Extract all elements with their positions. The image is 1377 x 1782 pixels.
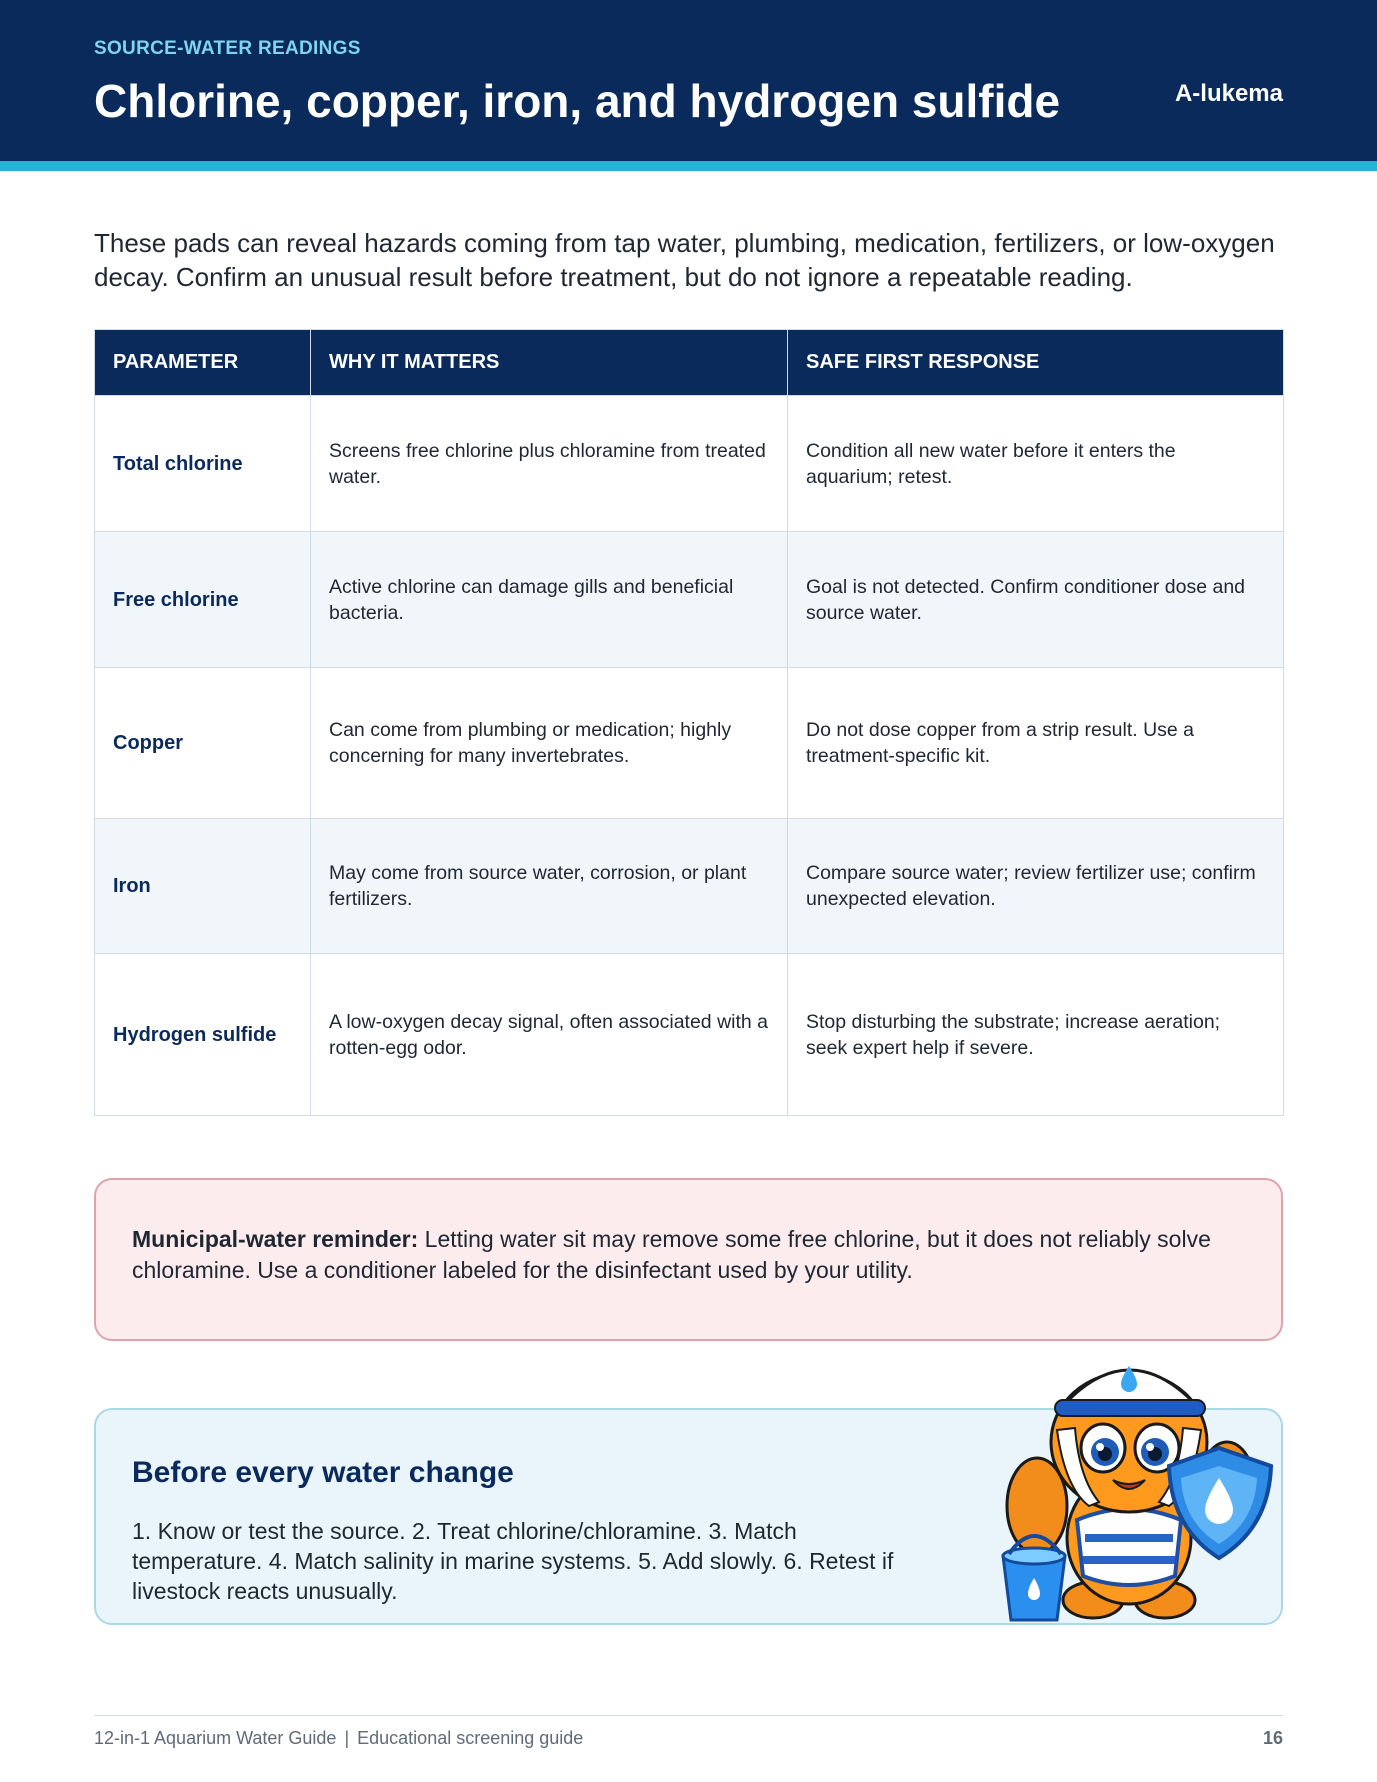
response-cell: Condition all new water before it enters the aquarium; retest.: [788, 396, 1284, 532]
footer-guide-title: 12-in-1 Aquarium Water Guide: [94, 1728, 337, 1748]
why-cell: May come from source water, corrosion, or plant fertilizers.: [311, 819, 788, 954]
parameter-cell: Free chlorine: [95, 532, 311, 668]
column-header-parameter: PARAMETER: [95, 330, 311, 396]
table-row: [95, 668, 1284, 819]
parameter-cell: Hydrogen sulfide: [95, 954, 311, 1116]
response-cell: Goal is not detected. Confirm conditioner dose and source water.: [788, 532, 1284, 668]
parameter-cell: Iron: [95, 819, 311, 954]
parameter-cell: Total chlorine: [95, 396, 311, 532]
reminder-label: Municipal-water reminder:: [132, 1226, 419, 1252]
why-cell: A low-oxygen decay signal, often associated with a rotten-egg odor.: [311, 954, 788, 1116]
response-cell: Do not dose copper from a strip result. Use a treatment-specific kit.: [788, 668, 1284, 819]
response-cell: Compare source water; review fertilizer use; confirm unexpected elevation.: [788, 819, 1284, 954]
municipal-water-reminder: [94, 1178, 1283, 1341]
header-accent-stripe: [0, 161, 1377, 171]
table-row: [95, 532, 1284, 668]
response-cell: Stop disturbing the substrate; increase aeration; seek expert help if severe.: [788, 954, 1284, 1116]
reminder-text: Letting water sit may remove some free chlorine, but it does not reliably solve chloramine. Use a conditioner labeled for the disinfectant used by your utility.: [132, 1226, 1211, 1283]
why-cell: Screens free chlorine plus chloramine from treated water.: [311, 396, 788, 532]
section-kicker: SOURCE-WATER READINGS: [94, 38, 361, 59]
why-cell: Active chlorine can damage gills and beneficial bacteria.: [311, 532, 788, 668]
table-row: [95, 954, 1284, 1116]
footer-subtitle: Educational screening guide: [357, 1728, 584, 1748]
column-header-why: WHY IT MATTERS: [311, 330, 788, 396]
page-title: Chlorine, copper, iron, and hydrogen sulfide: [94, 75, 1061, 127]
table-row: [95, 396, 1284, 532]
footer-divider: [94, 1715, 1283, 1716]
parameter-cell: Copper: [95, 668, 311, 819]
parameter-table: [94, 329, 1284, 1116]
page-number: 16: [1262, 1728, 1283, 1748]
table-header-row: [95, 330, 1284, 396]
brand-name: A-lukema: [1174, 80, 1283, 107]
why-cell: Can come from plumbing or medication; highly concerning for many invertebrates.: [311, 668, 788, 819]
footer-guide-info: [94, 1728, 583, 1749]
intro-paragraph: These pads can reveal hazards coming from tap water, plumbing, medication, fertilizers, or low-oxygen decay. Confirm an unusual result before treatment, but do not ignore a repeatable reading.: [94, 228, 1275, 292]
footer-separator: |: [344, 1728, 350, 1748]
table-row: [95, 819, 1284, 954]
checklist-text: 1. Know or test the source. 2. Treat chlorine/chloramine. 3. Match temperature. 4. Match salinity in marine systems. 5. Add slowly. 6. Retest if livestock reacts unusually.: [132, 1518, 894, 1604]
column-header-response: SAFE FIRST RESPONSE: [788, 330, 1284, 396]
clownfish-mascot-icon: [995, 1338, 1281, 1630]
checklist-title: Before every water change: [132, 1456, 514, 1489]
